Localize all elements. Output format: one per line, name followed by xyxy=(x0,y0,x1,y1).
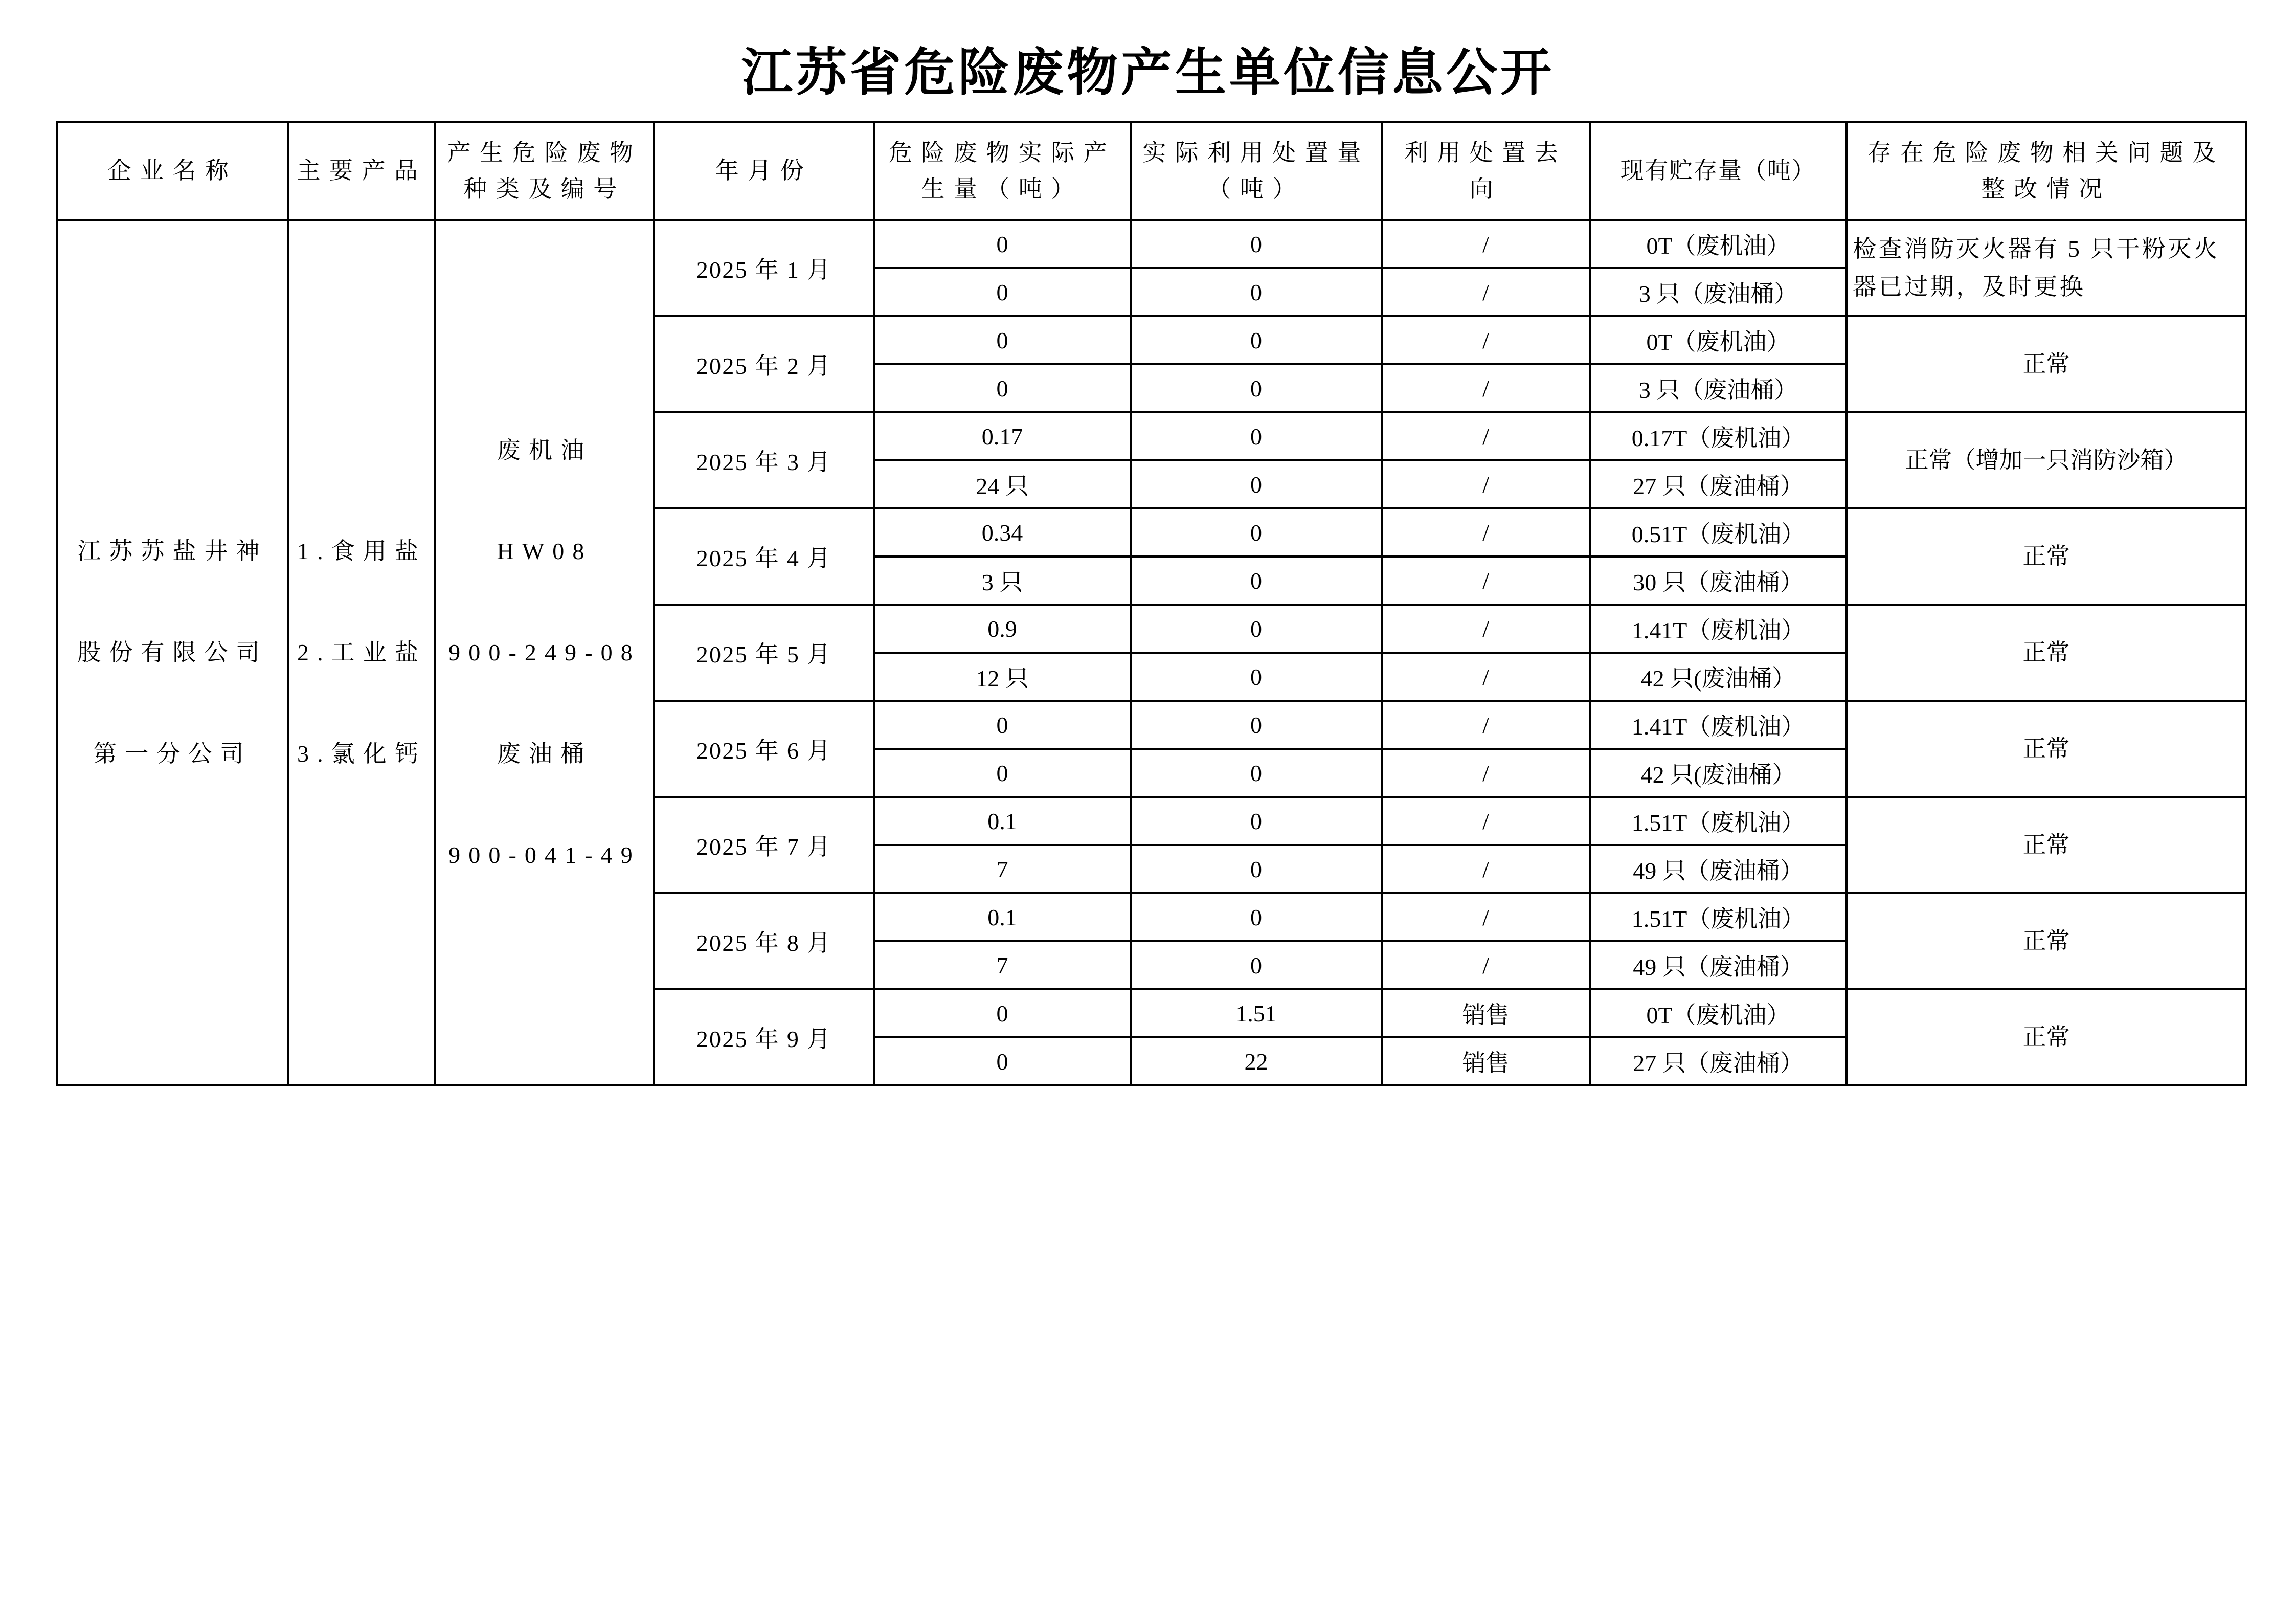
header-disposed: 实际利用处置量（吨） xyxy=(1131,122,1382,220)
header-destination: 利用处置去向 xyxy=(1382,122,1590,220)
company-name-cell: 江苏苏盐井神股份有限公司第一分公司 xyxy=(57,220,288,1085)
disposed-cell: 0 xyxy=(1131,412,1382,460)
products-cell xyxy=(288,220,435,1085)
produced-cell: 0 xyxy=(874,749,1131,797)
storage-cell: 49 只（废油桶） xyxy=(1590,941,1847,989)
produced-cell: 7 xyxy=(874,845,1131,893)
header-month: 年月份 xyxy=(654,122,874,220)
disposed-cell: 0 xyxy=(1131,220,1382,268)
destination-cell: / xyxy=(1382,845,1590,893)
destination-cell: / xyxy=(1382,941,1590,989)
produced-cell: 12 只 xyxy=(874,653,1131,701)
storage-cell: 1.41T（废机油） xyxy=(1590,605,1847,653)
storage-cell: 1.51T（废机油） xyxy=(1590,797,1847,845)
storage-cell: 0T（废机油） xyxy=(1590,220,1847,268)
product-item: 2.工业盐 xyxy=(297,639,426,666)
destination-cell: 销售 xyxy=(1382,1037,1590,1085)
remark-cell: 正常 xyxy=(1847,701,2246,797)
destination-cell: / xyxy=(1382,412,1590,460)
disposed-cell: 0 xyxy=(1131,268,1382,316)
disposed-cell: 0 xyxy=(1131,845,1382,893)
storage-cell: 42 只(废油桶） xyxy=(1590,749,1847,797)
month-label: 2025 年 4 月 xyxy=(654,508,874,605)
storage-cell: 0T（废机油） xyxy=(1590,316,1847,364)
header-row xyxy=(57,122,2246,220)
remark-cell: 正常 xyxy=(1847,508,2246,605)
waste-type-line: 900-041-49 xyxy=(448,841,641,868)
month-label: 2025 年 6 月 xyxy=(654,701,874,797)
produced-cell: 0 xyxy=(874,268,1131,316)
storage-cell: 1.51T（废机油） xyxy=(1590,893,1847,941)
disposed-cell: 0 xyxy=(1131,749,1382,797)
waste-type-cell xyxy=(435,220,654,1085)
header-waste-type: 产生危险废物种类及编号 xyxy=(435,122,654,220)
disposed-cell: 0 xyxy=(1131,941,1382,989)
header-products: 主要产品 xyxy=(288,122,435,220)
disposed-cell: 0 xyxy=(1131,364,1382,412)
produced-cell: 0.17 xyxy=(874,412,1131,460)
disposed-cell: 0 xyxy=(1131,460,1382,508)
header-produced: 危险废物实际产生量（吨） xyxy=(874,122,1131,220)
destination-cell: / xyxy=(1382,508,1590,557)
disposed-cell: 1.51 xyxy=(1131,989,1382,1037)
destination-cell: / xyxy=(1382,893,1590,941)
waste-type-line: HW08 xyxy=(497,538,593,565)
month-label: 2025 年 8 月 xyxy=(654,893,874,989)
produced-cell: 0.9 xyxy=(874,605,1131,653)
storage-cell: 3 只（废油桶） xyxy=(1590,364,1847,412)
disposed-cell: 0 xyxy=(1131,797,1382,845)
disposed-cell: 0 xyxy=(1131,605,1382,653)
destination-cell: / xyxy=(1382,220,1590,268)
hazardous-waste-table xyxy=(56,121,2247,1086)
header-remarks: 存在危险废物相关问题及整改情况 xyxy=(1847,122,2246,220)
produced-cell: 0 xyxy=(874,364,1131,412)
month-label: 2025 年 1 月 xyxy=(654,220,874,316)
waste-type-line: 废机油 xyxy=(497,437,593,463)
destination-cell: / xyxy=(1382,701,1590,749)
disposed-cell: 0 xyxy=(1131,508,1382,557)
storage-cell: 0.51T（废机油） xyxy=(1590,508,1847,557)
storage-cell: 3 只（废油桶） xyxy=(1590,268,1847,316)
waste-type-line: 900-249-08 xyxy=(448,639,641,666)
disposed-cell: 0 xyxy=(1131,557,1382,605)
produced-cell: 0 xyxy=(874,316,1131,364)
storage-cell: 49 只（废油桶） xyxy=(1590,845,1847,893)
month-label: 2025 年 9 月 xyxy=(654,989,874,1085)
product-item: 3.氯化钙 xyxy=(297,740,426,767)
disposed-cell: 0 xyxy=(1131,701,1382,749)
storage-cell: 0.17T（废机油） xyxy=(1590,412,1847,460)
produced-cell: 24 只 xyxy=(874,460,1131,508)
month-label: 2025 年 7 月 xyxy=(654,797,874,893)
produced-cell: 0.1 xyxy=(874,893,1131,941)
disposed-cell: 0 xyxy=(1131,893,1382,941)
remark-cell: 正常 xyxy=(1847,989,2246,1085)
storage-cell: 0T（废机油） xyxy=(1590,989,1847,1037)
remark-cell: 检查消防灭火器有 5 只干粉灭火器已过期，及时更换 xyxy=(1847,220,2246,316)
destination-cell: / xyxy=(1382,460,1590,508)
storage-cell: 1.41T（废机油） xyxy=(1590,701,1847,749)
destination-cell: / xyxy=(1382,364,1590,412)
disposed-cell: 0 xyxy=(1131,316,1382,364)
destination-cell: / xyxy=(1382,557,1590,605)
remark-cell: 正常（增加一只消防沙箱） xyxy=(1847,412,2246,508)
table-row xyxy=(57,220,2246,268)
produced-cell: 0 xyxy=(874,701,1131,749)
destination-cell: / xyxy=(1382,797,1590,845)
produced-cell: 0 xyxy=(874,989,1131,1037)
remark-cell: 正常 xyxy=(1847,316,2246,412)
destination-cell: / xyxy=(1382,268,1590,316)
storage-cell: 27 只（废油桶） xyxy=(1590,460,1847,508)
produced-cell: 3 只 xyxy=(874,557,1131,605)
storage-cell: 42 只(废油桶） xyxy=(1590,653,1847,701)
destination-cell: / xyxy=(1382,653,1590,701)
disposed-cell: 0 xyxy=(1131,653,1382,701)
storage-cell: 30 只（废油桶） xyxy=(1590,557,1847,605)
storage-cell: 27 只（废油桶） xyxy=(1590,1037,1847,1085)
produced-cell: 7 xyxy=(874,941,1131,989)
page-title: 江苏省危险废物产生单位信息公开 xyxy=(741,45,1555,101)
destination-cell: / xyxy=(1382,749,1590,797)
produced-cell: 0.34 xyxy=(874,508,1131,557)
disposed-cell: 22 xyxy=(1131,1037,1382,1085)
month-label: 2025 年 2 月 xyxy=(654,316,874,412)
month-label: 2025 年 5 月 xyxy=(654,605,874,701)
destination-cell: / xyxy=(1382,605,1590,653)
month-label: 2025 年 3 月 xyxy=(654,412,874,508)
produced-cell: 0.1 xyxy=(874,797,1131,845)
remark-cell: 正常 xyxy=(1847,605,2246,701)
remark-cell: 正常 xyxy=(1847,893,2246,989)
waste-type-line: 废油桶 xyxy=(497,740,593,767)
product-item: 1.食用盐 xyxy=(297,538,426,565)
remark-cell: 正常 xyxy=(1847,797,2246,893)
produced-cell: 0 xyxy=(874,220,1131,268)
header-storage: 现有贮存量（吨） xyxy=(1590,122,1847,220)
header-company: 企业名称 xyxy=(57,122,288,220)
destination-cell: 销售 xyxy=(1382,989,1590,1037)
produced-cell: 0 xyxy=(874,1037,1131,1085)
destination-cell: / xyxy=(1382,316,1590,364)
